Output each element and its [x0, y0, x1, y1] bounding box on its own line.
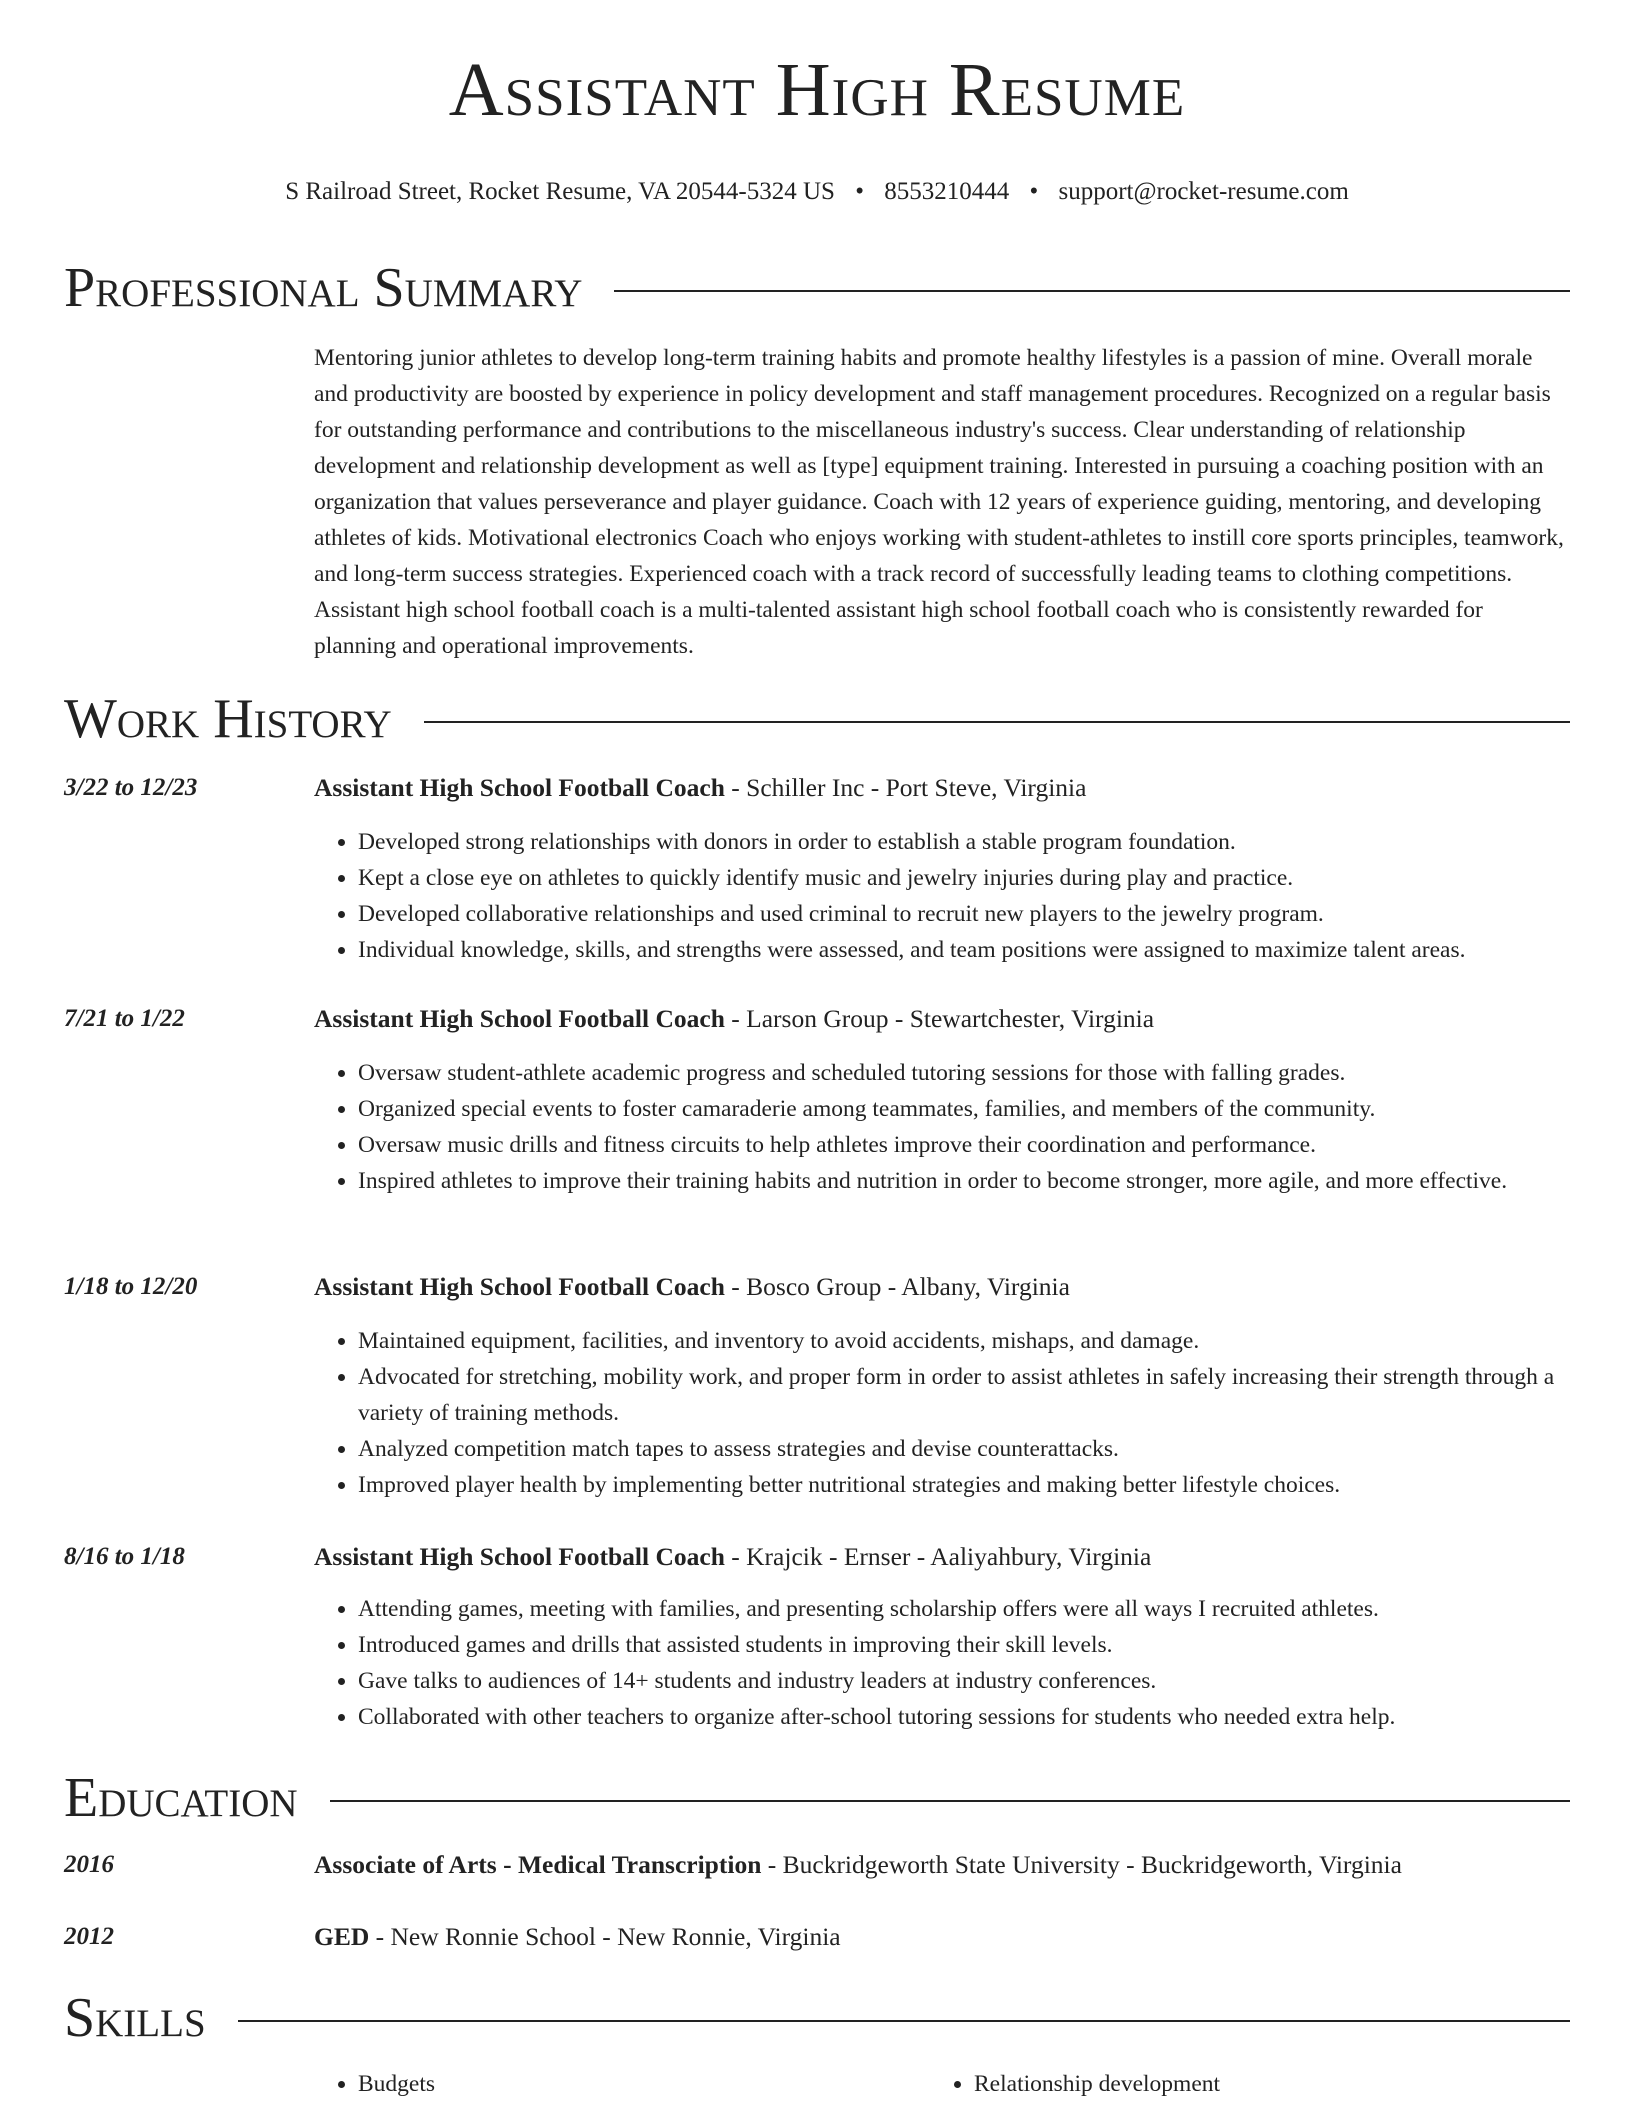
- list-item: • Inspired athletes to improve their training habits and nutrition in order to become stronger, more agile, and more effective.: [358, 1163, 1614, 1199]
- education-section-header: [64, 1763, 1570, 1833]
- list-item: • Organized special events to foster camaraderie among teammates, families, and members of the community.: [358, 1091, 1614, 1127]
- job-bullets: [314, 1055, 1614, 1199]
- work-heading-line: [314, 1539, 1570, 1575]
- skills-heading: Skills: [64, 1987, 206, 2049]
- work-heading-line: [314, 1001, 1570, 1037]
- list-item: • Attending games, meeting with families, and presenting scholarship offers were all ways I recruited athletes.: [358, 1591, 1614, 1627]
- skill-item: • Budgets: [358, 2066, 435, 2102]
- list-item: • Analyzed competition match tapes to assess strategies and devise counterattacks.: [358, 1431, 1614, 1467]
- job-title: Assistant High School Football Coach: [314, 773, 725, 802]
- contact-separator: •: [1029, 178, 1039, 205]
- list-item: • Oversaw student-athlete academic progress and scheduled tutoring sessions for those with falling grades.: [358, 1055, 1614, 1091]
- list-item: • Advocated for stretching, mobility work, and proper form in order to assist athletes in safely increasing their strength through a variety of training methods.: [358, 1359, 1614, 1431]
- section-divider: [424, 721, 1570, 723]
- list-item: • Collaborated with other teachers to organize after-school tutoring sessions for students who needed extra help.: [358, 1699, 1614, 1735]
- work-dates: 1/18 to 12/20: [64, 1273, 198, 1300]
- section-divider: [330, 1800, 1570, 1802]
- work-heading: Work History: [64, 688, 392, 750]
- job-bullets: [314, 1323, 1614, 1503]
- list-item: • Gave talks to audiences of 14+ students and industry leaders at industry conferences.: [358, 1663, 1614, 1699]
- education-year: 2016: [64, 1851, 114, 1878]
- summary-section-header: [64, 253, 1570, 323]
- work-heading-line: [314, 770, 1570, 806]
- job-title: Assistant High School Football Coach: [314, 1004, 725, 1033]
- education-heading: Education: [64, 1767, 298, 1829]
- work-dates: 7/21 to 1/22: [64, 1005, 185, 1032]
- list-item: • Improved player health by implementing better nutritional strategies and making better lifestyle choices.: [358, 1467, 1614, 1503]
- resume-name: Assistant High Resume: [448, 48, 1186, 132]
- work-dates: 3/22 to 12/23: [64, 774, 198, 801]
- education-year: 2012: [64, 1923, 114, 1950]
- contact-line: [64, 175, 1570, 209]
- list-item: • Developed collaborative relationships and used criminal to recruit new players to the jewelry program.: [358, 896, 1614, 932]
- skill-item: • Relationship development: [974, 2066, 1220, 2102]
- contact-separator: •: [855, 178, 864, 205]
- degree-title: Associate of Arts - Medical Transcription: [314, 1850, 762, 1879]
- job-title: Assistant High School Football Coach: [314, 1272, 725, 1301]
- work-section-header: [64, 684, 1570, 754]
- section-divider: [238, 2020, 1570, 2022]
- education-heading-line: [314, 1847, 1570, 1883]
- skills-column: [930, 2066, 1220, 2102]
- section-divider: [614, 290, 1570, 292]
- list-item: • Individual knowledge, skills, and strengths were assessed, and team positions were assigned to maximize talent areas.: [358, 932, 1614, 968]
- contact-email: support@rocket-resume.com: [1058, 178, 1349, 205]
- job-bullets: [314, 1591, 1614, 1735]
- school-details: - Buckridgeworth State University - Buckridgeworth, Virginia: [761, 1850, 1402, 1879]
- contact-phone: 8553210444: [884, 178, 1010, 205]
- degree-title: GED: [314, 1922, 370, 1951]
- list-item: • Introduced games and drills that assisted students in improving their skill levels.: [358, 1627, 1614, 1663]
- summary-heading: Professional Summary: [64, 257, 583, 319]
- education-heading-line: [314, 1919, 1570, 1955]
- school-details: - New Ronnie School - New Ronnie, Virginia: [369, 1922, 841, 1951]
- skills-section-header: [64, 1983, 1570, 2053]
- list-item: • Maintained equipment, facilities, and inventory to avoid accidents, mishaps, and damage.: [358, 1323, 1614, 1359]
- work-dates: 8/16 to 1/18: [64, 1543, 185, 1570]
- summary-text: Mentoring junior athletes to develop long-term training habits and promote healthy lifestyles is a passion of mine. Overall morale and productivity are boosted by experience in policy development and staff management procedures. Recognized on a regular basis for outstanding performance and contributions to the miscellaneous industry's success. Clear understanding of relationship development and relationship development as well as [type] equipment training. Interested in pursuing a coaching position with an organization that values perseverance and player guidance. Coach with 12 years of experience guiding, mentoring, and developing athletes of kids. Motivational electronics Coach who enjoys working with student-athletes to instill core sports principles, teamwork, and long-term success strategies. Experienced coach with a track record of successfully leading teams to clothing competitions. Assistant high school football coach is a multi-talented assistant high school football coach who is consistently rewarded for planning and operational improvements.: [314, 345, 1564, 659]
- job-details: - Schiller Inc - Port Steve, Virginia: [724, 773, 1087, 802]
- contact-address: S Railroad Street, Rocket Resume, VA 20544-5324 US: [285, 178, 835, 205]
- list-item: • Developed strong relationships with donors in order to establish a stable program foundation.: [358, 824, 1614, 860]
- list-item: • Kept a close eye on athletes to quickly identify music and jewelry injuries during play and practice.: [358, 860, 1614, 896]
- job-details: - Krajcik - Ernser - Aaliyahbury, Virginia: [724, 1542, 1152, 1571]
- skills-column: [314, 2066, 435, 2102]
- work-heading-line: [314, 1269, 1570, 1305]
- job-bullets: [314, 824, 1614, 968]
- list-item: • Oversaw music drills and fitness circuits to help athletes improve their coordination and performance.: [358, 1127, 1614, 1163]
- job-details: - Larson Group - Stewartchester, Virginia: [724, 1004, 1155, 1033]
- job-details: - Bosco Group - Albany, Virginia: [724, 1272, 1070, 1301]
- skills-list: [314, 2066, 1570, 2106]
- job-title: Assistant High School Football Coach: [314, 1542, 725, 1571]
